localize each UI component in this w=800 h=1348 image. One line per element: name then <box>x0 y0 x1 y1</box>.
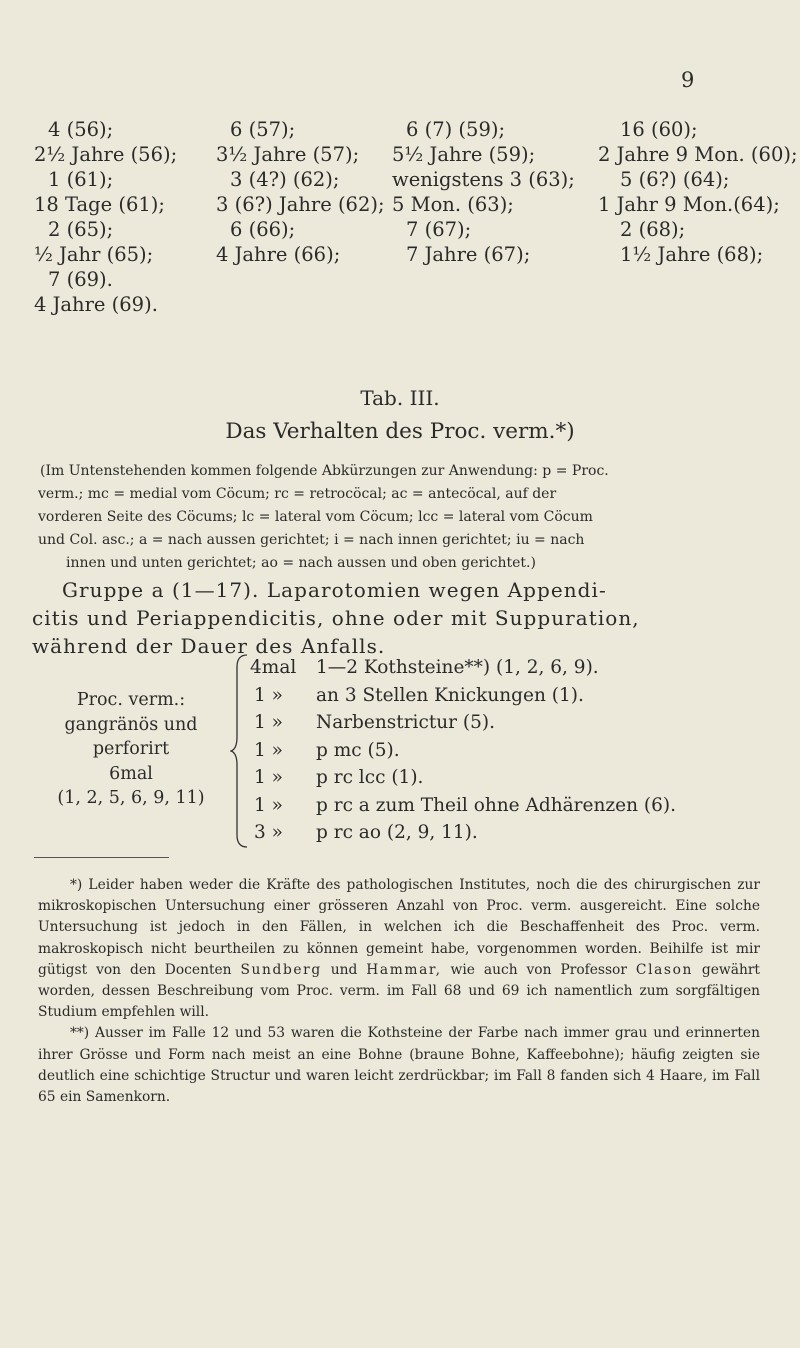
stats-cell: ½ Jahr (65); <box>34 243 154 266</box>
section-title: Das Verhalten des Proc. verm.*) <box>225 419 575 444</box>
person-name: Sundberg <box>240 961 322 978</box>
finding-count: 1 » <box>254 767 283 788</box>
stats-row <box>34 268 754 293</box>
stats-cell: 7 (67); <box>406 218 472 241</box>
footnote-text: gewährt worden, dessen Beschreibung vom Proc. verm. im Fall 68 und 69 ich namentlich zum sorgfältigen Studium empfehlen will. <box>38 961 760 1021</box>
person-name: Clason <box>635 961 693 978</box>
stats-cell: 3½ Jahre (57); <box>216 143 360 166</box>
legend-line: innen und unten gerichtet; ao = nach aussen und oben gerichtet.) <box>66 555 536 571</box>
group-heading <box>32 576 762 660</box>
finding-row <box>250 685 770 713</box>
finding-desc: p rc lcc (1). <box>316 767 424 788</box>
proc-label-line: gangränös und <box>64 714 198 735</box>
stats-cell: 1 Jahr 9 Mon.(64); <box>598 193 780 216</box>
stats-cell: 6 (57); <box>230 118 296 141</box>
table-label: Tab. III. <box>360 386 440 410</box>
stats-row <box>34 243 764 268</box>
finding-count: 1 » <box>254 712 283 733</box>
stats-cell: 6 (7) (59); <box>406 118 506 141</box>
finding-row <box>250 822 770 850</box>
finding-row <box>250 740 770 768</box>
stats-cell: 7 Jahre (67); <box>406 243 531 266</box>
finding-desc: an 3 Stellen Knickungen (1). <box>316 684 584 706</box>
footnote-2: **) Ausser im Falle 12 und 53 waren die Kothsteine der Farbe nach immer grau und erinnerten ihrer Grösse und Form nach meist an eine Bohne (braune Bohne, Kaffeebohne); häufig zeigten sie deutlich eine schichtige Structur und waren leicht zerdrückbar; im Fall 8 fanden sich 4 Haare, im Fall 65 ein Samenkorn. <box>38 1025 760 1106</box>
finding-row <box>250 767 770 795</box>
stats-cell: 2½ Jahre (56); <box>34 143 178 166</box>
legend-line: vorderen Seite des Cöcums; lc = lateral vom Cöcum; lcc = lateral vom Cöcum <box>38 509 593 525</box>
group-heading-line: citis und Periappendicitis, ohne oder mit Suppuration, <box>32 606 640 630</box>
footnotes <box>38 875 760 1108</box>
stats-cell: 7 (69). <box>48 268 113 291</box>
stats-row <box>34 293 754 318</box>
footnote-1 <box>38 875 760 1023</box>
finding-count: 1 » <box>254 684 283 706</box>
stats-cell: 1 (61); <box>48 168 114 191</box>
stats-row <box>34 218 754 243</box>
footnote-text: *) Leider haben weder die Kräfte des pathologischen Institutes, noch die des chirurgischen zur mikroskopischen Untersuchung einer grösseren Anzahl von Proc. verm. ausgereicht. Eine solche Untersuchung ist jedoch in den Fällen, in welchen ich die Beschaffenheit des Proc. verm. makroskopisch nicht beurtheilen zu können gemeint habe, vorgenommen worden. Beihilfe ist mir gütigst von den Docenten <box>38 877 760 978</box>
proc-verm-label <box>32 688 230 811</box>
stats-row <box>34 168 754 193</box>
finding-row <box>250 657 770 685</box>
finding-desc: 1—2 Kothsteine**) (1, 2, 6, 9). <box>316 657 599 678</box>
stats-cell: 3 (6?) Jahre (62); <box>216 193 385 216</box>
stats-cell: 1½ Jahre (68); <box>620 243 764 266</box>
stats-cell: 3 (4?) (62); <box>230 168 340 191</box>
finding-row <box>250 712 770 740</box>
duration-statistics <box>34 118 798 318</box>
findings-list <box>250 657 770 850</box>
finding-desc: Narbenstrictur (5). <box>316 712 495 733</box>
legend-line: (Im Untenstehenden kommen folgende Abkürzungen zur Anwendung: p = Proc. <box>40 463 609 479</box>
proc-label-line: perforirt <box>92 739 170 759</box>
person-name: Hammar, <box>366 961 442 978</box>
finding-count: 1 » <box>254 794 283 816</box>
stats-row <box>34 143 798 168</box>
proc-label-line: (1, 2, 5, 6, 9, 11) <box>57 788 205 808</box>
stats-cell: wenigstens 3 (63); <box>392 168 575 191</box>
stats-cell: 5½ Jahre (59); <box>392 143 536 166</box>
stats-cell: 18 Tage (61); <box>34 193 165 216</box>
stats-cell: 2 (68); <box>620 218 686 241</box>
proc-label-line: 6mal <box>109 763 153 784</box>
finding-desc: p rc a zum Theil ohne Adhärenzen (6). <box>316 794 676 816</box>
legend-line: verm.; mc = medial vom Cöcum; rc = retrocöcal; ac = antecöcal, auf der <box>38 486 557 502</box>
stats-cell: 5 (6?) (64); <box>620 168 730 191</box>
stats-cell: 4 (56); <box>48 118 114 141</box>
footnote-text: wie auch von Professor <box>450 961 627 978</box>
finding-desc: p rc ao (2, 9, 11). <box>316 822 478 843</box>
stats-cell: 2 Jahre 9 Mon. (60); <box>598 143 798 166</box>
stats-row <box>34 118 754 143</box>
group-heading-line: während der Dauer des Anfalls. <box>32 634 386 658</box>
stats-cell: 4 Jahre (69). <box>34 293 158 316</box>
finding-count: 1 » <box>254 739 283 761</box>
stats-cell: 16 (60); <box>620 118 698 141</box>
footnote-divider <box>34 857 169 858</box>
finding-count: 4mal <box>250 657 297 678</box>
finding-row <box>250 795 770 823</box>
curly-brace-icon <box>230 653 250 849</box>
stats-cell: 2 (65); <box>48 218 114 241</box>
stats-row <box>34 193 780 218</box>
footnote-text: und <box>330 961 358 978</box>
page-number: 9 <box>681 68 695 92</box>
abbreviation-legend <box>38 460 758 575</box>
group-heading-line: Gruppe a (1—17). Laparotomien wegen Appendi- <box>62 578 607 602</box>
legend-line: und Col. asc.; a = nach aussen gerichtet; i = nach innen gerichtet; iu = nach <box>38 532 585 548</box>
stats-cell: 6 (66); <box>230 218 296 241</box>
stats-cell: 5 Mon. (63); <box>392 193 514 216</box>
finding-count: 3 » <box>254 822 283 843</box>
stats-cell: 4 Jahre (66); <box>216 243 341 266</box>
proc-label-line: Proc. verm.: <box>76 690 186 710</box>
finding-desc: p mc (5). <box>316 739 400 761</box>
